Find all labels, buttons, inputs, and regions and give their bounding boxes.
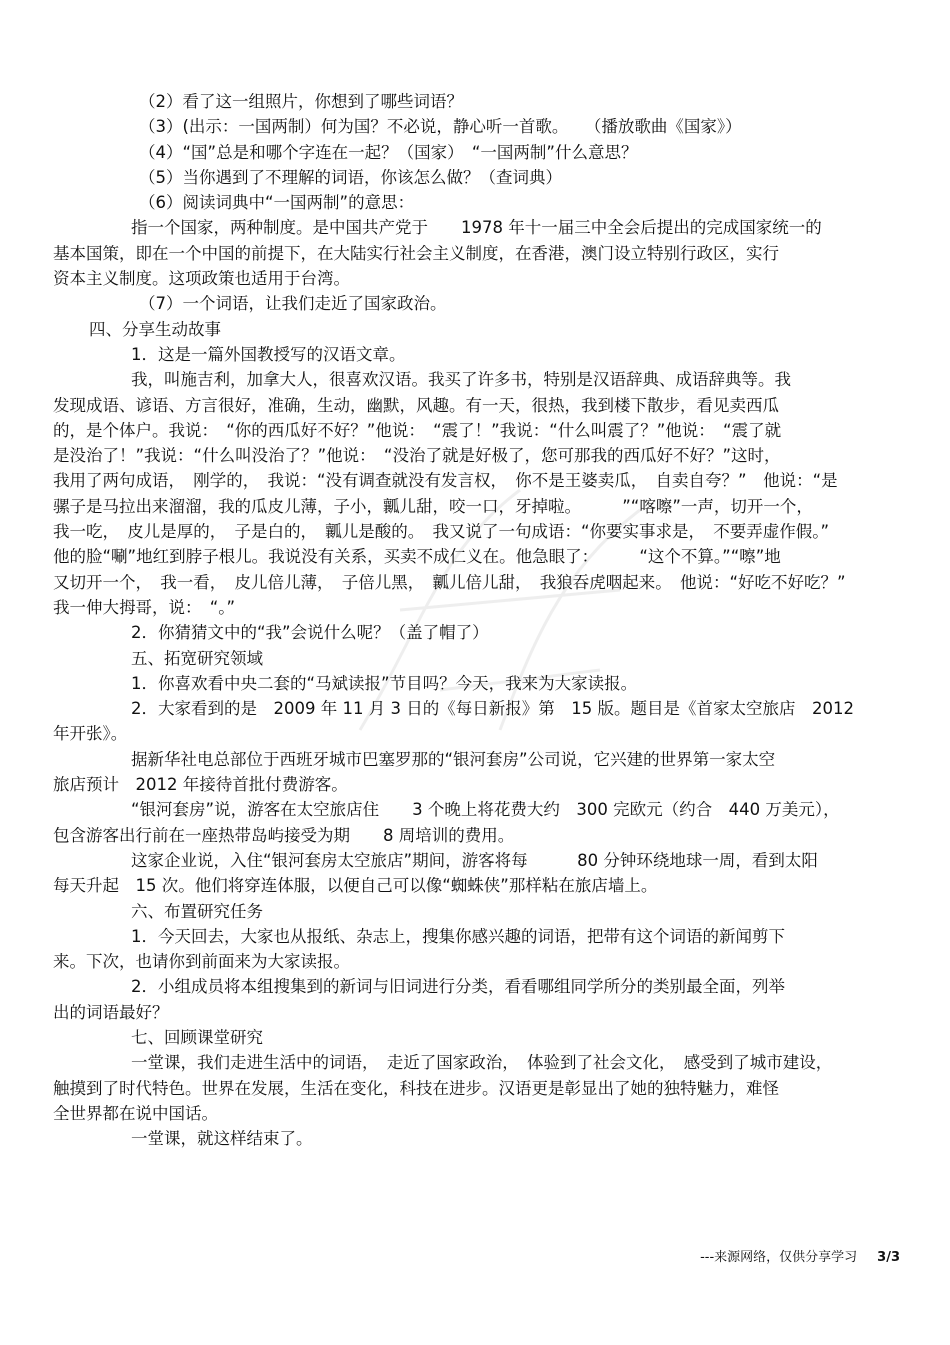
text-line: （7）一个词语，让我们走近了国家政治。 <box>139 294 447 314</box>
text-line: 我用了两句成语， 刚学的， 我说：“没有调查就没有发言权， 你不是王婆卖瓜， 自卖自夸？” 他说：“是 <box>53 471 838 491</box>
text-line: 他的脸“唰”地红到脖子根儿。我说没有关系，买卖不成仁义在。他急眼了： “这个不算。”“嚓”地 <box>53 547 781 567</box>
text-line: （6）阅读词典中“一国两制”的意思： <box>139 193 415 213</box>
text-line: （5）当你遇到了不理解的词语，你该怎么做？（查词典） <box>139 167 562 187</box>
text-line: 1．这是一篇外国教授写的汉语文章。 <box>131 344 406 364</box>
text-line: （2）看了这一组照片，你想到了哪些词语？ <box>139 92 463 111</box>
text-line: （3）(出示：一国两制）何为国？不必说，静心听一首歌。 （播放歌曲《国家》） <box>139 117 742 137</box>
text-line: 2．小组成员将本组搜集到的新词与旧词进行分类，看看哪组同学所分的类别最全面，列举 <box>131 977 785 997</box>
text-line: 骡子是马拉出来溜溜，我的瓜皮儿薄，子小，瓤儿甜，咬一口，牙掉啦。 ”“喀嚓”一声，切开一个， <box>53 496 813 516</box>
text-line: 我一伸大拇哥，说： “。” <box>53 597 236 617</box>
text-line: 来。下次，也请你到前面来为大家读报。 <box>53 952 350 972</box>
text-line: 七、回顾课堂研究 <box>131 1027 263 1047</box>
text-line: （4）“国”总是和哪个字连在一起？（国家） “一国两制”什么意思？ <box>139 142 638 162</box>
footer-source: ---来源网络，仅供分享学习 <box>700 1250 858 1265</box>
text-line: 六、布置研究任务 <box>131 901 263 921</box>
text-line: 又切开一个， 我一看， 皮儿倍儿薄， 子倍儿黑， 瓤儿倍儿甜， 我狼吞虎咽起来。 他说：“好吃不好吃？” <box>53 572 846 592</box>
text-line: 全世界都在说中国话。 <box>53 1103 218 1123</box>
text-line: 基本国策，即在一个中国的前提下，在大陆实行社会主义制度，在香港，澳门设立特别行政区，实行 <box>53 243 779 263</box>
text-line: 一堂课，就这样结束了。 <box>131 1129 313 1149</box>
text-line: 2．你猜猜文中的“我”会说什么呢？（盖了帽了） <box>131 623 489 643</box>
text-line: 1．你喜欢看中央二套的“马斌读报”节目吗？今天，我来为大家读报。 <box>131 673 638 693</box>
text-line: 年开张》。 <box>53 724 128 744</box>
text-line: 资本主义制度。这项政策也适用于台湾。 <box>53 269 350 289</box>
text-line: 据新华社电总部位于西班牙城市巴塞罗那的“银河套房”公司说，它兴建的世界第一家太空 <box>131 749 776 769</box>
text-line: 每天升起 15 次。他们将穿连体服，以便自己可以像“蜘蛛侠”那样粘在旅店墙上。 <box>53 876 658 896</box>
text-line: 五、拓宽研究领域 <box>131 648 263 668</box>
page-number: 3/3 <box>877 1250 900 1265</box>
text-line: 这家企业说，入住“银河套房太空旅店”期间，游客将每 80 分钟环绕地球一周，看到太阳 <box>131 850 818 870</box>
text-line: 四、分享生动故事 <box>89 319 221 339</box>
text-line: 的，是个体户。我说： “你的西瓜好不好？”他说： “震了！”我说：“什么叫震了？”他说： “震了就 <box>53 420 782 440</box>
text-line: 我一吃， 皮儿是厚的， 子是白的， 瓤儿是酸的。 我又说了一句成语：“你要实事求是， 不要弄虚作假。” <box>53 522 830 542</box>
text-line: 触摸到了时代特色。世界在发展，生活在变化，科技在进步。汉语更是彰显出了她的独特魅力，难怪 <box>53 1078 779 1098</box>
text-line: 一堂课，我们走进生活中的词语， 走近了国家政治， 体验到了社会文化， 感受到了城市建设， <box>131 1053 833 1073</box>
text-line: “银河套房”说，游客在太空旅店住 3 个晚上将花费大约 300 完欧元（约合 440 万美元）， <box>131 800 840 820</box>
text-line: 1．今天回去，大家也从报纸、杂志上，搜集你感兴趣的词语，把带有这个词语的新闻剪下 <box>131 926 785 946</box>
text-line: 包含游客出行前在一座热带岛屿接受为期 8 周培训的费用。 <box>53 825 515 845</box>
text-line: 发现成语、谚语、方言很好，准确，生动，幽默，风趣。有一天，很热，我到楼下散步，看见卖西瓜 <box>53 395 779 415</box>
text-line: 2．大家看到的是 2009 年 11 月 3 日的《每日新报》第 15 版。题目是《首家太空旅店 2012 <box>131 699 854 719</box>
document-body <box>53 89 913 1151</box>
text-line: 指一个国家，两种制度。是中国共产党于 1978 年十一届三中全会后提出的完成国家统一的 <box>131 218 822 238</box>
text-line: 旅店预计 2012 年接待首批付费游客。 <box>53 775 348 795</box>
text-line: 出的词语最好？ <box>53 1002 169 1022</box>
text-line: 是没治了！”我说：“什么叫没治了？”他说： “没治了就是好极了，您可那我的西瓜好不好？”这时， <box>53 446 781 466</box>
page-footer <box>600 1248 900 1268</box>
text-line: 我，叫施吉利，加拿大人，很喜欢汉语。我买了许多书，特别是汉语辞典、成语辞典等。我 <box>131 370 791 390</box>
